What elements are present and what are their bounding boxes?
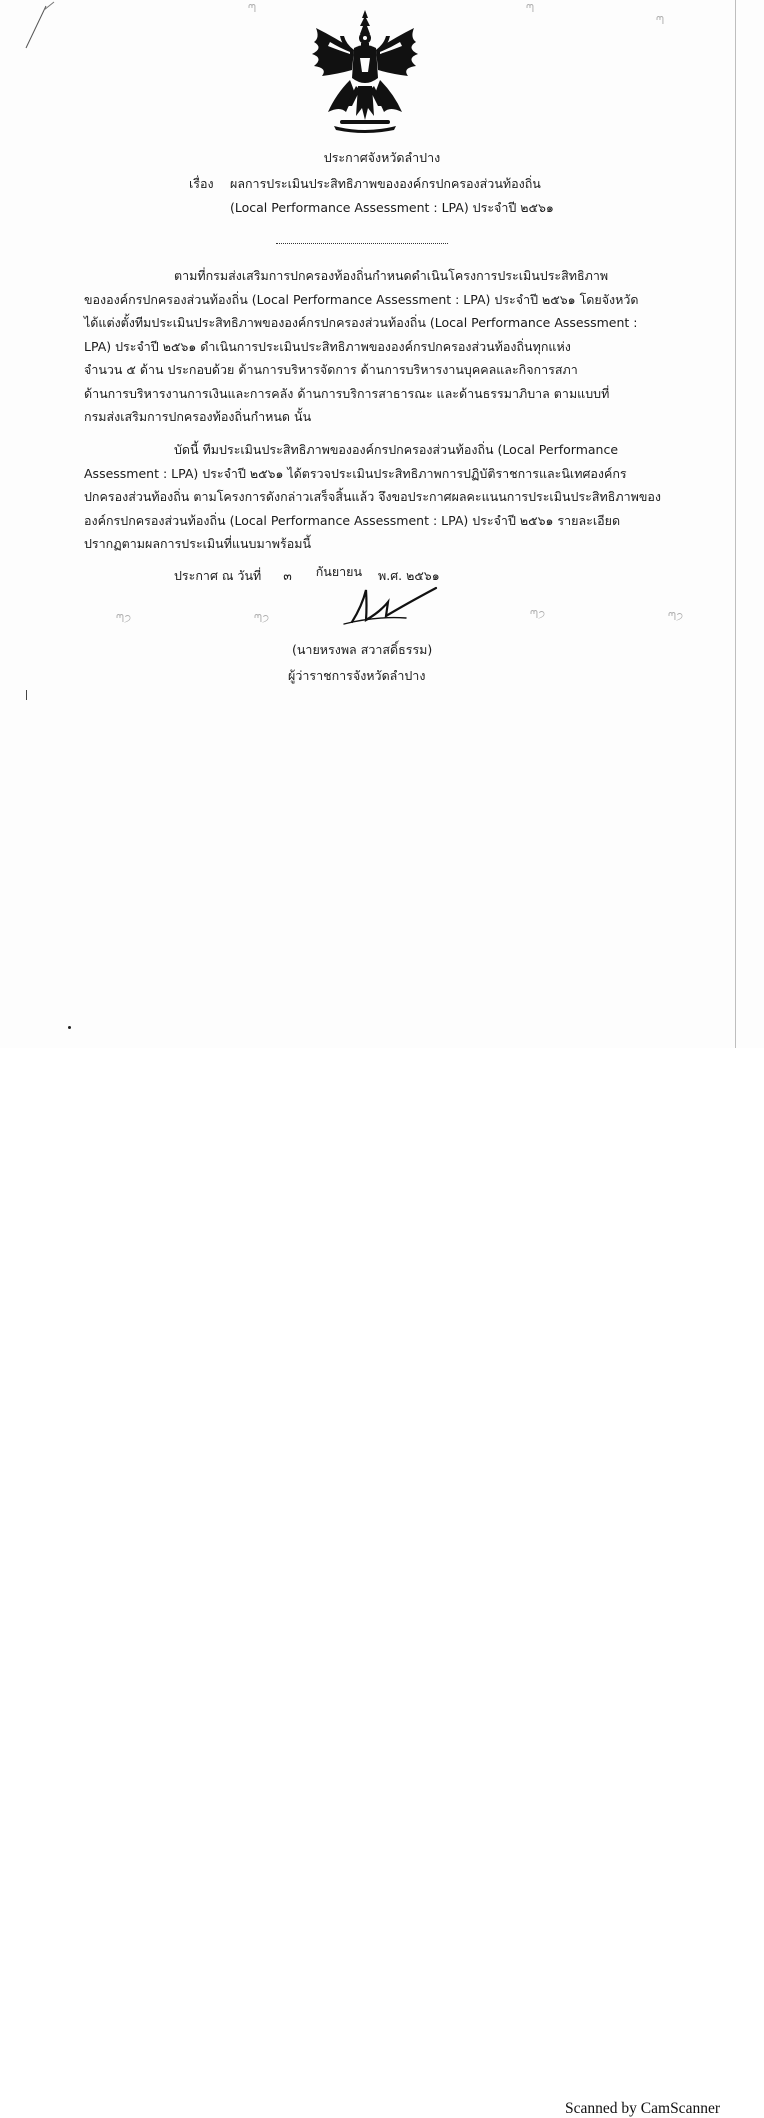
paragraph-line: กรมส่งเสริมการปกครองท้องถิ่นกำหนด นั้น: [84, 409, 312, 424]
paragraph-line: องค์กรปกครองส่วนท้องถิ่น (Local Performance Assessment : LPA) ประจำปี ๒๕๖๑ รายละเอียด: [84, 512, 621, 528]
faded-mark: ᘉ੭: [254, 612, 270, 625]
date-month: กันยายน: [315, 564, 363, 579]
faded-mark: ᘉ: [526, 2, 534, 15]
date-label: ประกาศ ณ วันที่: [174, 568, 262, 583]
signer-name: (นายหรงพล สวาสดิ์ธรรม): [292, 642, 433, 657]
faded-mark: ᘉ੭: [530, 608, 546, 621]
margin-tick: [26, 690, 27, 700]
paragraph-line: บัดนี้ ทีมประเมินประสิทธิภาพขององค์กรปกครองส่วนท้องถิ่น (Local Performance: [174, 442, 619, 457]
paragraph-line: ตามที่กรมส่งเสริมการปกครองท้องถิ่นกำหนดดำเนินโครงการประเมินประสิทธิภาพ: [174, 268, 609, 283]
signer-position: ผู้ว่าราชการจังหวัดลำปาง: [288, 668, 426, 683]
paragraph-1: [84, 264, 704, 429]
subject-line-2: (Local Performance Assessment : LPA) ประจำปี ๒๕๖๑: [230, 200, 554, 215]
speck: [68, 1026, 71, 1029]
paragraph-line: LPA) ประจำปี ๒๕๖๑ ดำเนินการประเมินประสิทธิภาพขององค์กรปกครองส่วนท้องถิ่นทุกแห่ง: [84, 338, 571, 354]
subject-label: เรื่อง: [189, 176, 214, 191]
paragraph-line: ได้แต่งตั้งทีมประเมินประสิทธิภาพขององค์กรปกครองส่วนท้องถิ่น (Local Performance Assessment :: [84, 315, 638, 330]
garuda-emblem: [306, 8, 424, 134]
scanner-watermark: Scanned by CamScanner: [565, 2100, 720, 2117]
date-day: ๓: [283, 568, 292, 583]
corner-scan-mark: [24, 0, 64, 50]
document-page: [0, 0, 764, 1048]
paragraph-line: Assessment : LPA) ประจำปี ๒๕๖๑ ได้ตรวจประเมินประสิทธิภาพการปฏิบัติราชการและนิเทศองค์กร: [84, 465, 627, 481]
announcement-date: [174, 564, 440, 584]
paragraph-line: ขององค์กรปกครองส่วนท้องถิ่น (Local Performance Assessment : LPA) ประจำปี ๒๕๖๑ โดยจังหวัด: [84, 291, 639, 307]
faded-mark: ᘉ: [656, 14, 664, 27]
subject-line-1: ผลการประเมินประสิทธิภาพขององค์กรปกครองส่วนท้องถิ่น: [230, 176, 541, 191]
paragraph-line: ปรากฏตามผลการประเมินที่แนบมาพร้อมนี้: [84, 536, 311, 551]
dotted-divider: [276, 243, 448, 244]
handwritten-signature: [336, 584, 446, 626]
document-title: ประกาศจังหวัดลำปาง: [323, 150, 441, 165]
faded-mark: ᘉ੭: [116, 612, 132, 625]
paragraph-line: ปกครองส่วนท้องถิ่น ตามโครงการดังกล่าวเสร็จสิ้นแล้ว จึงขอประกาศผลคะแนนการประเมินประสิทธิภาพของ: [84, 489, 662, 504]
paragraph-line: ด้านการบริหารงานการเงินและการคลัง ด้านการบริการสาธารณะ และด้านธรรมาภิบาล ตามแบบที่: [84, 385, 610, 401]
scan-footer: [0, 1048, 764, 2117]
paragraph-2: [84, 438, 704, 556]
paragraph-line: จำนวน ๕ ด้าน ประกอบด้วย ด้านการบริหารจัดการ ด้านการบริหารงานบุคคลและกิจการสภา: [84, 362, 578, 377]
faded-mark: ᘉ: [248, 2, 256, 15]
date-year: พ.ศ. ๒๕๖๑: [378, 568, 440, 583]
faded-mark: ᘉ੭: [668, 610, 684, 623]
